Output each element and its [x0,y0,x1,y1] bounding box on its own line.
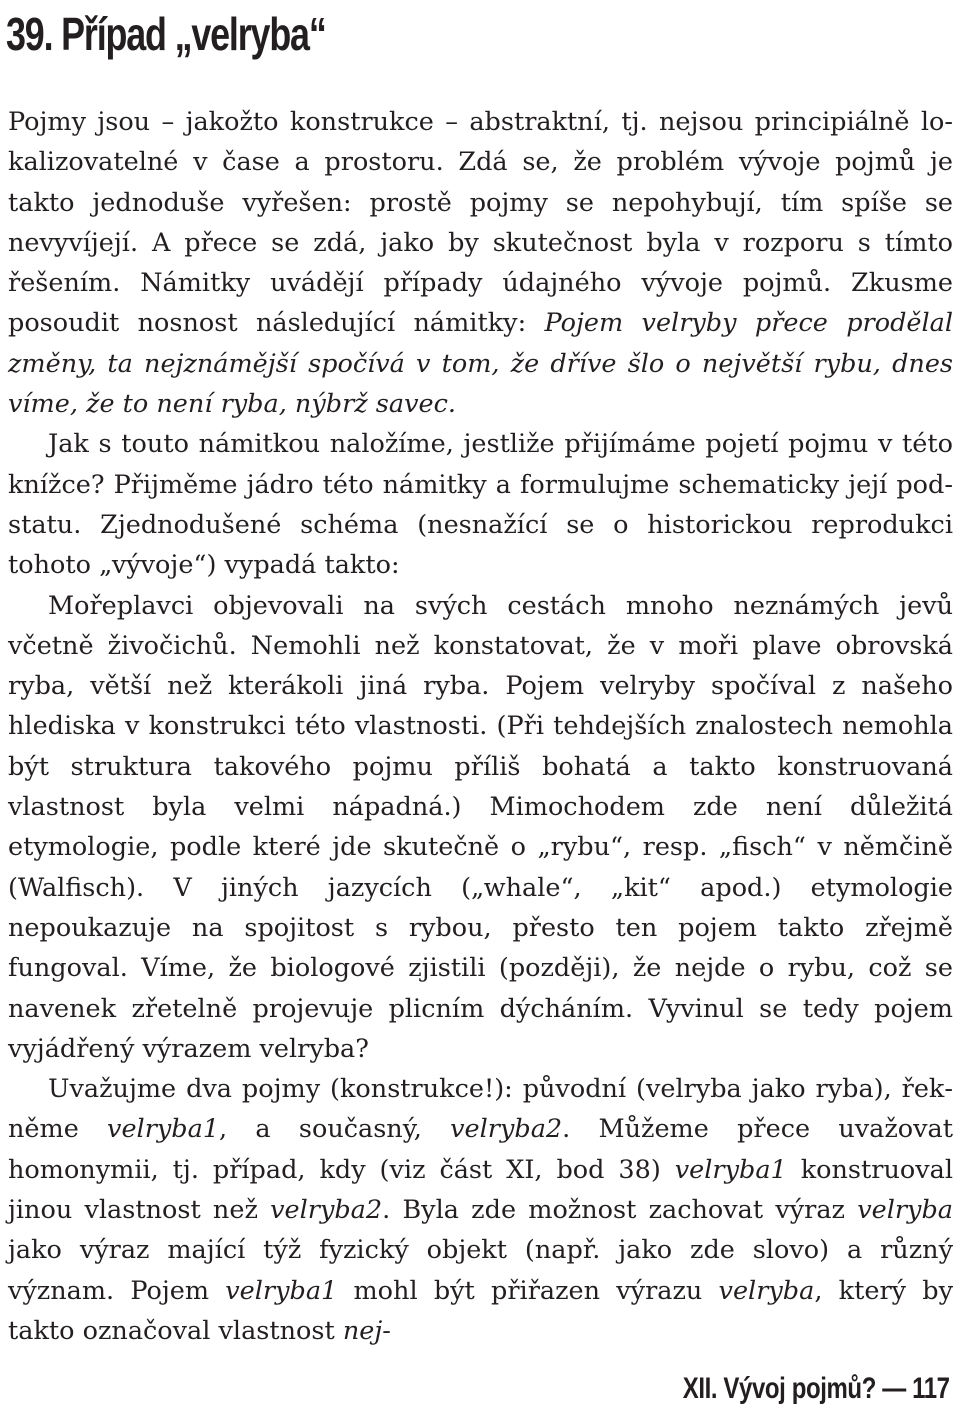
running-footer: XII. Vývoj pojmů? — 117 [683,1372,950,1405]
italic-text: velryba [857,1195,953,1226]
text-run: mohl být přiřazen výrazu [337,1275,719,1306]
text-run: , který by takto označoval vlastnost [8,1275,953,1346]
body-text [8,102,953,1351]
italic-text: velryba1 [107,1114,220,1145]
paragraph [8,102,953,424]
text-run: Jak s touto námitkou naložíme, jestliže přijímáme pojetí pojmu v této knížce? Přijměme jádro této námitky a formulujme schematicky její podstatu. Zjednodušené schéma (nesnažící se o historickou reprodukci tohoto „vývoje“) vypadá takto: [8,429,953,581]
paragraph [8,586,953,1070]
italic-text: velryba1 [674,1154,787,1185]
paragraph [8,424,953,585]
text-run: Mořeplavci objevovali na svých cestách mnoho neznámých jevů včetně živočichů. Nemohli než konstatovat, že v moři plave obrovská ryba, větší než kterákoli jiná ryba. Pojem velryby spočíval z našeho hlediska v konstrukci této vlastnosti. (Při tehdejších znalostech nemohla být struktura takového pojmu příliš bohatá a takto konstruovaná vlastnost byla velmi nápadná.) Mimochodem zde není důležitá etymologie, podle které jde skutečně o „rybu“, resp. „fisch“ v němčině (Walfisch). V jiných jazycích („whale“, „kit“ apod.) etymologie nepoukazuje na spojitost s rybou, přesto ten pojem takto zřejmě fungoval. Víme, že biologové zjistili (později), že nejde o rybu, což se navenek zřetelně projevuje plicním dýcháním. Vyvinul se tedy pojem vyjádřený výrazem velryba? [8,590,953,1064]
text-run: Pojmy jsou – jakožto konstrukce – abstraktní, tj. nejsou principiálně lokalizovatelné v čase a prostoru. Zdá se, že problém vývoje pojmů je takto jednoduše vyřešen: prostě pojmy se nepohybují, tím spíše se nevyvíjejí. A přece se zdá, jako by skutečnost byla v rozporu s tímto řešením. Námitky uvádějí případy údajného vývoje pojmů. Zkusme posoudit nosnost následující námitky: [8,107,953,339]
italic-text: nej- [342,1315,391,1346]
text-run: Uvažujme dva pojmy (konstrukce!): původní (velryba jako ryba), řekněme [8,1074,953,1145]
text-run: konstruoval jinou vlastnost než [8,1154,953,1226]
text-run: , a současný, [219,1114,451,1145]
text-run: . Můžeme přece uvažovat homonymii, tj. případ, kdy (viz část XI, bod 38) [8,1114,953,1185]
italic-text: velryba2 [270,1195,383,1226]
italic-text: velryba2 [450,1114,563,1145]
italic-text: Pojem velryby přece prodělal změny, ta nejznámější spočívá v tom, že dříve šlo o největší rybu, dnes víme, že to není ryba, nýbrž savec. [8,308,953,420]
italic-text: velryba [718,1275,815,1306]
paragraph [8,1069,953,1351]
text-run: jako výraz mající týž fyzický objekt (např. jako zde slovo) a různý význam. Pojem [8,1235,953,1306]
chapter-title: 39. Případ „velryba“ [6,8,326,60]
text-run: . Byla zde možnost zachovat výraz [382,1195,858,1226]
italic-text: velryba1 [225,1275,338,1306]
